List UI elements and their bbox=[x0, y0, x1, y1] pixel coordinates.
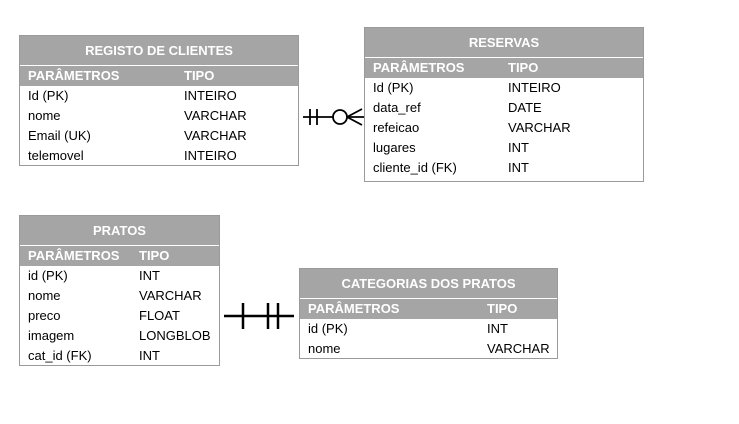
param-name: cliente_id (FK) bbox=[373, 160, 457, 175]
param-name: nome bbox=[28, 288, 61, 303]
param-name: id (PK) bbox=[308, 321, 348, 336]
relationship-registo-reservas bbox=[303, 109, 364, 125]
param-type: DATE bbox=[508, 100, 542, 115]
param-type: VARCHAR bbox=[184, 128, 247, 143]
param-type: LONGBLOB bbox=[139, 328, 211, 343]
header-tipo: TIPO bbox=[139, 248, 170, 263]
param-name: id (PK) bbox=[28, 268, 68, 283]
param-type: VARCHAR bbox=[184, 108, 247, 123]
header-parametros: PARÂMETROS bbox=[373, 60, 465, 75]
param-type: INT bbox=[508, 160, 529, 175]
param-name: Email (UK) bbox=[28, 128, 91, 143]
entity-title: PRATOS bbox=[20, 216, 219, 246]
param-name: imagem bbox=[28, 328, 75, 343]
param-type: INT bbox=[139, 268, 160, 283]
entity-title: REGISTO DE CLIENTES bbox=[20, 36, 298, 66]
param-type: INTEIRO bbox=[184, 88, 237, 103]
header-parametros: PARÂMETROS bbox=[308, 301, 400, 316]
header-parametros: PARÂMETROS bbox=[28, 248, 120, 263]
param-type: INT bbox=[139, 348, 160, 363]
param-type: FLOAT bbox=[139, 308, 180, 323]
param-name: data_ref bbox=[373, 100, 421, 115]
param-type: INT bbox=[508, 140, 529, 155]
param-name: Id (PK) bbox=[28, 88, 69, 103]
crowfoot-lower bbox=[347, 117, 362, 125]
zero-circle bbox=[333, 110, 347, 124]
header-parametros: PARÂMETROS bbox=[28, 68, 120, 83]
crowfoot-upper bbox=[347, 109, 362, 117]
param-name: lugares bbox=[373, 140, 416, 155]
param-type: INT bbox=[487, 321, 508, 336]
param-type: VARCHAR bbox=[487, 341, 550, 356]
entity-title: CATEGORIAS DOS PRATOS bbox=[300, 269, 557, 299]
param-name: Id (PK) bbox=[373, 80, 414, 95]
param-name: refeicao bbox=[373, 120, 420, 135]
header-tipo: TIPO bbox=[487, 301, 518, 316]
param-name: nome bbox=[28, 108, 61, 123]
param-name: telemovel bbox=[28, 148, 84, 163]
param-name: cat_id (FK) bbox=[28, 348, 92, 363]
relationship-pratos-categorias bbox=[224, 303, 294, 329]
param-type: VARCHAR bbox=[139, 288, 202, 303]
header-tipo: TIPO bbox=[184, 68, 215, 83]
entity-title: RESERVAS bbox=[365, 28, 643, 58]
param-type: VARCHAR bbox=[508, 120, 571, 135]
param-type: INTEIRO bbox=[184, 148, 237, 163]
header-tipo: TIPO bbox=[508, 60, 539, 75]
param-name: preco bbox=[28, 308, 61, 323]
param-type: INTEIRO bbox=[508, 80, 561, 95]
param-name: nome bbox=[308, 341, 341, 356]
